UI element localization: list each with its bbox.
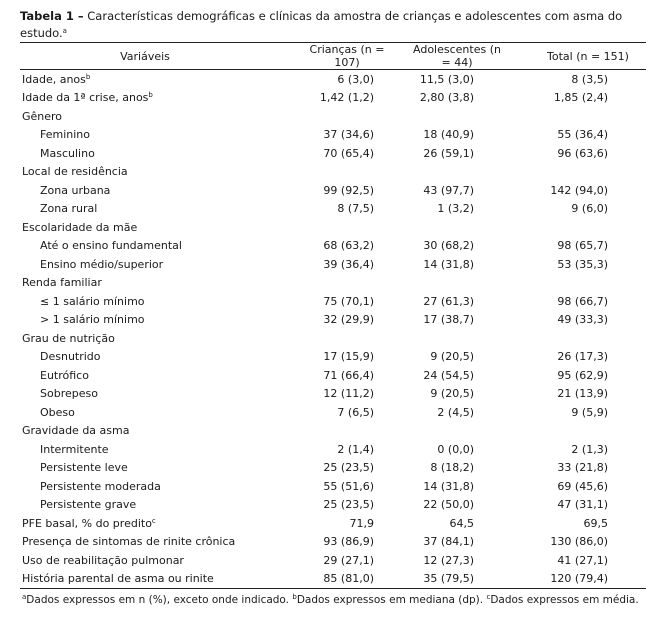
row-label [20,570,270,589]
row-label [20,422,270,441]
cell-total-value: 96 (63,6) [557,146,608,160]
row-label [20,533,270,552]
row-label [20,385,270,404]
cell-total-value: 55 (36,4) [557,128,608,142]
cell-total-value: 69,5 [583,516,608,530]
cell-adolescents-value: 30 (68,2) [423,239,474,253]
row-label-text: > 1 salário mínimo [40,313,145,327]
table-number: Tabela 1 – [20,9,84,23]
table-row [20,107,646,126]
row-label-text: Persistente grave [40,498,137,512]
footnote-text: Dados expressos em mediana (dp). [296,594,487,606]
table-row [20,533,646,552]
row-label [20,163,270,182]
cell-children-value [270,422,388,441]
table-row [20,459,646,478]
table-row [20,329,646,348]
row-label-text: Persistente moderada [40,479,161,493]
table-row [20,348,646,367]
cell-adolescents-value: 0 (0,0) [437,442,474,456]
row-label [20,218,270,237]
cell-children-value: 39 (36,4) [323,257,374,271]
cell-children-value: 8 (7,5) [337,202,374,216]
cell-total-value: 26 (17,3) [557,350,608,364]
table-row [20,200,646,219]
row-label [20,551,270,570]
footnote-mark: b [292,593,297,601]
cell-children-value: 2 (1,4) [337,442,374,456]
row-label [20,292,270,311]
cell-total-value: 33 (21,8) [557,461,608,475]
footnote-mark: b [85,72,91,81]
row-label-text: Idade da 1ª crise, anos [22,91,149,105]
cell-adolescents-value [388,163,506,182]
cell-children-value: 29 (27,1) [323,553,374,567]
cell-children-value: 93 (86,9) [323,535,374,549]
cell-total-value: 142 (94,0) [550,183,608,197]
cell-adolescents-value [388,274,506,293]
cell-children-value: 25 (23,5) [323,498,374,512]
row-label [20,89,270,108]
cell-children-value [270,274,388,293]
cell-children-value: 25 (23,5) [323,461,374,475]
cell-children-value: 71,9 [349,516,374,530]
row-label [20,329,270,348]
caption-text: Características demográficas e clínicas da amostra de crianças e adolescentes com asma do estudo. [20,9,623,40]
cell-total-value: 41 (27,1) [557,553,608,567]
footnote-mark: c [486,593,491,601]
row-label [20,311,270,330]
cell-adolescents-value: 37 (84,1) [423,535,474,549]
row-label [20,107,270,126]
column-header-total: Total (n = 151) [506,43,646,70]
table-row [20,440,646,459]
cell-total-value: 21 (13,9) [557,387,608,401]
cell-adolescents-value: 24 (54,5) [423,368,474,382]
cell-adolescents-value [388,218,506,237]
table-row [20,255,646,274]
row-label-text: Até o ensino fundamental [40,239,182,253]
table-header-row [20,43,646,70]
cell-total-value [506,329,646,348]
column-header-variables: Variáveis [20,43,270,70]
table-row [20,144,646,163]
table-row [20,570,646,589]
table-row [20,181,646,200]
cell-adolescents-value: 2,80 (3,8) [419,91,474,105]
cell-adolescents-value: 9 (20,5) [430,387,474,401]
cell-children-value: 32 (29,9) [323,313,374,327]
row-label-text: Feminino [40,128,90,142]
cell-total-value: 130 (86,0) [550,535,608,549]
column-header-adolescents: Adolescentes (n = 44) [388,43,506,70]
footnote-text: Dados expressos em média. [490,594,639,606]
cell-total-value: 2 (1,3) [571,442,608,456]
cell-children-value [270,218,388,237]
cell-adolescents-value [388,329,506,348]
row-label-text: Intermitente [40,442,109,456]
cell-total-value: 53 (35,3) [557,257,608,271]
row-label [20,181,270,200]
cell-total-value: 49 (33,3) [557,313,608,327]
table-row [20,237,646,256]
row-label [20,477,270,496]
row-label-text: História parental de asma ou rinite [22,572,214,586]
cell-adolescents-value: 17 (38,7) [423,313,474,327]
cell-adolescents-value: 8 (18,2) [430,461,474,475]
table-row [20,163,646,182]
cell-children-value: 1,42 (1,2) [319,91,374,105]
cell-children-value [270,163,388,182]
cell-adolescents-value: 2 (4,5) [437,405,474,419]
cell-children-value: 55 (51,6) [323,479,374,493]
column-header-children: Crianças (n = 107) [270,43,388,70]
row-label-text: Gênero [22,109,63,123]
table-row [20,403,646,422]
cell-children-value: 6 (3,0) [337,72,374,86]
footnote-mark: a [22,593,27,601]
cell-adolescents-value: 22 (50,0) [423,498,474,512]
row-label [20,459,270,478]
cell-total-value: 47 (31,1) [557,498,608,512]
cell-children-value [270,107,388,126]
table-row [20,551,646,570]
row-label [20,144,270,163]
row-label-text: Local de residência [22,165,128,179]
cell-total-value: 95 (62,9) [557,368,608,382]
row-label-text: Presença de sintomas de rinite crônica [22,535,236,549]
row-label-text: Zona rural [40,202,98,216]
cell-adolescents-value: 27 (61,3) [423,294,474,308]
row-label [20,366,270,385]
row-label-text: Renda familiar [22,276,102,290]
row-label [20,514,270,533]
footnote-text: Dados expressos em n (%), exceto onde indicado. [26,594,293,606]
cell-adolescents-value: 12 (27,3) [423,553,474,567]
row-label-text: Idade, anos [22,72,86,86]
cell-total-value: 9 (5,9) [571,405,608,419]
row-label [20,403,270,422]
row-label-text: Grau de nutrição [22,331,115,345]
cell-adolescents-value: 11,5 (3,0) [419,72,474,86]
row-label-text: Obeso [40,405,75,419]
table-caption [20,8,646,42]
row-label-text: Masculino [40,146,95,160]
cell-children-value: 70 (65,4) [323,146,374,160]
cell-total-value: 9 (6,0) [571,202,608,216]
row-label [20,496,270,515]
row-label-text: ≤ 1 salário mínimo [40,294,145,308]
cell-adolescents-value [388,107,506,126]
row-label [20,440,270,459]
cell-adolescents-value: 35 (79,5) [388,570,506,589]
cell-total-value: 69 (45,6) [557,479,608,493]
cell-adolescents-value: 14 (31,8) [423,479,474,493]
row-label-text: Sobrepeso [40,387,98,401]
table-row [20,292,646,311]
cell-children-value: 99 (92,5) [323,183,374,197]
cell-total-value [506,274,646,293]
row-label [20,70,270,89]
table-row [20,366,646,385]
footnote-mark: b [148,91,153,100]
row-label-text: Ensino médio/superior [40,257,164,271]
cell-total-value: 120 (79,4) [506,570,646,589]
row-label [20,237,270,256]
row-label-text: Desnutrido [40,350,101,364]
footnote-mark: c [151,516,156,525]
cell-total-value [506,107,646,126]
table-body [20,70,646,589]
data-table [20,42,646,589]
table-row [20,274,646,293]
cell-children-value: 7 (6,5) [337,405,374,419]
cell-adolescents-value: 9 (20,5) [430,350,474,364]
cell-total-value [506,218,646,237]
cell-adolescents-value [388,422,506,441]
row-label [20,274,270,293]
cell-children-value: 68 (63,2) [323,239,374,253]
row-label-text: PFE basal, % do predito [22,516,152,530]
cell-adolescents-value: 64,5 [449,516,474,530]
table-row [20,70,646,89]
table-row [20,422,646,441]
row-label [20,348,270,367]
cell-total-value: 98 (65,7) [557,239,608,253]
table-row [20,218,646,237]
cell-total-value [506,422,646,441]
row-label [20,255,270,274]
cell-children-value: 75 (70,1) [323,294,374,308]
row-label [20,200,270,219]
row-label-text: Gravidade da asma [22,424,130,438]
table-footnote [20,594,646,606]
table-row [20,514,646,533]
cell-adolescents-value: 43 (97,7) [423,183,474,197]
table-row [20,311,646,330]
document [20,8,646,606]
table-row [20,89,646,108]
cell-children-value: 17 (15,9) [323,350,374,364]
cell-adolescents-value: 26 (59,1) [423,146,474,160]
cell-adolescents-value: 18 (40,9) [423,128,474,142]
cell-children-value: 71 (66,4) [323,368,374,382]
cell-children-value: 37 (34,6) [323,128,374,142]
table-row [20,126,646,145]
cell-total-value: 1,85 (2,4) [553,91,608,105]
cell-children-value: 85 (81,0) [270,570,388,589]
cell-children-value [270,329,388,348]
caption-footnote-mark: a [62,27,67,35]
table-row [20,477,646,496]
row-label [20,126,270,145]
cell-adolescents-value: 14 (31,8) [423,257,474,271]
row-label-text: Escolaridade da mãe [22,220,138,234]
cell-adolescents-value: 1 (3,2) [437,202,474,216]
row-label-text: Uso de reabilitação pulmonar [22,553,184,567]
table-row [20,496,646,515]
cell-total-value [506,163,646,182]
row-label-text: Zona urbana [40,183,111,197]
row-label-text: Persistente leve [40,461,128,475]
cell-children-value: 12 (11,2) [323,387,374,401]
cell-total-value: 8 (3,5) [571,72,608,86]
cell-total-value: 98 (66,7) [557,294,608,308]
table-row [20,385,646,404]
row-label-text: Eutrófico [40,368,89,382]
